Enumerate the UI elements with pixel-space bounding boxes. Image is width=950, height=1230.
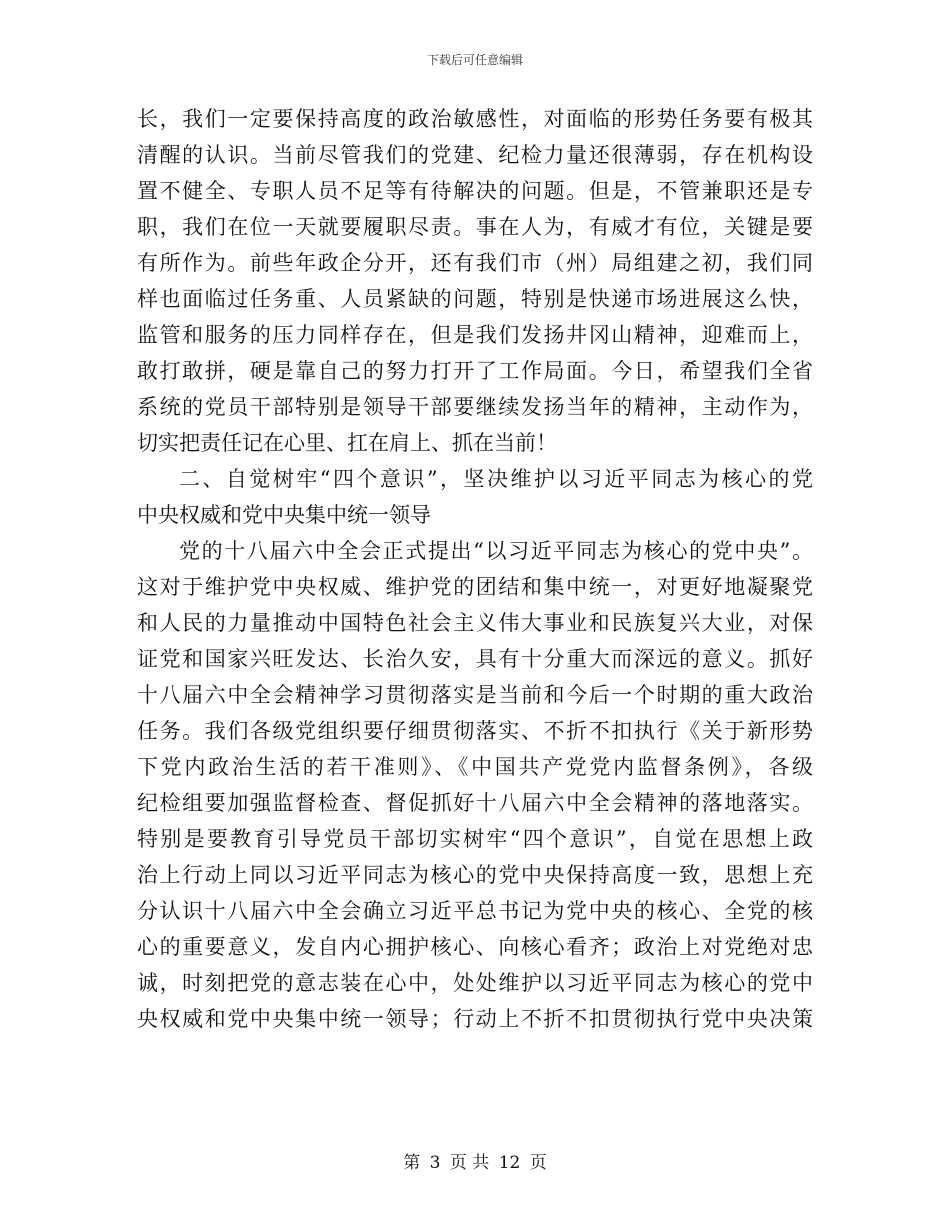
- text-line: 党的十八届六中全会正式提出“以习近平同志为核心的党中央”。: [179, 539, 813, 563]
- text-line: 切实把责任记在心里、扛在肩上、抓在当前！: [137, 431, 557, 455]
- text-line: 特别是要教育引导党员干部切实树牢“四个意识”，自觉在思想上政: [137, 827, 813, 851]
- text-line: 敢打敢拼，硬是靠自己的努力打开了工作局面。今日，希望我们全省: [137, 359, 813, 383]
- text-line: 心的重要意义，发自内心拥护核心、向核心看齐；政治上对党绝对忠: [137, 935, 813, 959]
- text-line: 清醒的认识。当前尽管我们的党建、纪检力量还很薄弱，存在机构设: [137, 143, 813, 167]
- section-heading-line: 二、自觉树牢“四个意识”，坚决维护以习近平同志为核心的党: [179, 467, 813, 491]
- text-line: 系统的党员干部特别是领导干部要继续发扬当年的精神，主动作为，: [137, 395, 813, 419]
- text-line: 职，我们在位一天就要履职尽责。事在人为，有威才有位，关键是要: [137, 215, 813, 239]
- section-heading-line: 中央权威和党中央集中统一领导: [137, 503, 431, 527]
- text-line: 分认识十八届六中全会确立习近平总书记为党中央的核心、全党的核: [137, 899, 813, 923]
- document-body: [137, 101, 813, 1037]
- text-line: 有所作为。前些年政企分开，还有我们市（州）局组建之初，我们同: [137, 251, 813, 275]
- footer-prefix: 第: [403, 1153, 421, 1173]
- total-page-count: 12: [498, 1153, 521, 1173]
- text-line: 证党和国家兴旺发达、长治久安，具有十分重大而深远的意义。抓好: [137, 647, 813, 671]
- text-line: 治上行动上同以习近平同志为核心的党中央保持高度一致，思想上充: [137, 863, 813, 887]
- text-line: 下党内政治生活的若干准则》、《中国共产党党内监督条例》，各级: [137, 755, 813, 779]
- text-line: 和人民的力量推动中国特色社会主义伟大事业和民族复兴大业，对保: [137, 611, 813, 635]
- footer-mid: 页 共: [449, 1153, 490, 1173]
- footer-suffix: 页: [529, 1153, 547, 1173]
- text-line: 这对于维护党中央权威、维护党的团结和集中统一，对更好地凝聚党: [137, 575, 813, 599]
- text-line: 任务。我们各级党组织要仔细贯彻落实、不折不扣执行《关于新形势: [137, 719, 813, 743]
- text-line: 诚，时刻把党的意志装在心中，处处维护以习近平同志为核心的党中: [137, 971, 813, 995]
- page-header: 下载后可任意编辑: [426, 53, 523, 67]
- text-line: 十八届六中全会精神学习贯彻落实是当前和今后一个时期的重大政治: [137, 683, 813, 707]
- text-line: 长，我们一定要保持高度的政治敏感性，对面临的形势任务要有极其: [137, 107, 813, 131]
- current-page-number: 3: [429, 1153, 441, 1173]
- text-line: 置不健全、专职人员不足等有待解决的问题。但是，不管兼职还是专: [137, 179, 813, 203]
- text-line: 监管和服务的压力同样存在，但是我们发扬井冈山精神，迎难而上，: [137, 323, 813, 347]
- page-footer: [0, 1152, 950, 1174]
- text-line: 样也面临过任务重、人员紧缺的问题，特别是快递市场进展这么快，: [137, 287, 813, 311]
- text-line: 央权威和党中央集中统一领导；行动上不折不扣贯彻执行党中央决策: [137, 1007, 813, 1031]
- text-line: 纪检组要加强监督检查、督促抓好十八届六中全会精神的落地落实。: [137, 791, 813, 815]
